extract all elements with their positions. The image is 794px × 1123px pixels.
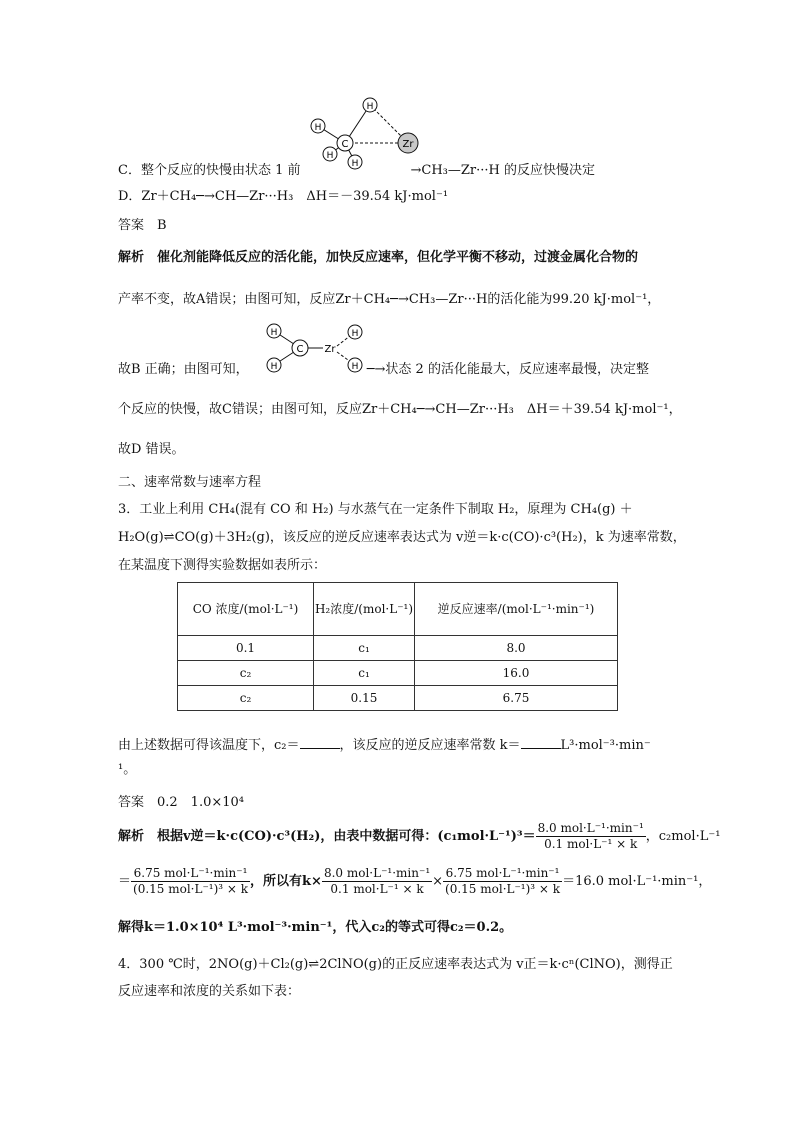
answer-1: 答案 B: [118, 218, 167, 233]
table-header: 逆反应速率/(mol·L⁻¹·min⁻¹): [415, 583, 618, 636]
analysis-1-line2: 产率不变，故A错误；由图可知，反应Zr＋CH₄─→CH₃—Zr···H的活化能为99.20 kJ·mol⁻¹，: [118, 292, 661, 307]
table-header-row: [178, 583, 618, 636]
atom-zr: Zr: [402, 139, 414, 150]
table-cell: c₁: [314, 661, 415, 686]
blank-k: [521, 736, 561, 749]
analysis-1-line3-suffix: ─→状态 2 的活化能最大，反应速率最慢，决定整: [366, 362, 649, 377]
q3-fill-line1: [118, 736, 651, 756]
q3-fill-line2: ¹。: [118, 762, 137, 777]
option-d: D．Zr＋CH₄─→CH—Zr···H₃ ΔH＝－39.54 kJ·mol⁻¹: [118, 189, 449, 204]
analysis-1-line3: [118, 360, 649, 380]
analysis-2-text: ，c₂mol·L⁻¹: [645, 829, 721, 844]
q4-line1: 4．300 ℃时，2NO(g)＋Cl₂(g)⇌2ClNO(g)的正反应速率表达式为 v正＝k·cⁿ(ClNO)，测得正: [118, 957, 673, 972]
fraction: $\frac{\text{8.0 mol·L⁻¹·min⁻¹}}{\text{0.1 mol·L⁻¹ × k}}$: [323, 866, 431, 896]
q3-line1: 3．工业上利用 CH₄(混有 CO 和 H₂) 与水蒸气在一定条件下制取 H₂，原理为 CH₄(g) ＋: [118, 502, 633, 517]
analysis-2-label: 解析 根据v逆＝k·c(CO)·c³(H₂)，由表中数据可得：(c₁mol·L⁻¹)³＝: [118, 829, 536, 844]
fill-text: 由上述数据可得该温度下，c₂＝: [118, 738, 300, 753]
table-cell: 6.75: [415, 686, 618, 711]
fraction: $\frac{\text{6.75 mol·L⁻¹·min⁻¹}}{\text{(0.15 mol·L⁻¹)³ × k}}$: [133, 866, 249, 896]
analysis-1-line1: 解析 催化剂能降低反应的活化能，加快反应速率，但化学平衡不移动，过渡金属化合物的: [118, 250, 639, 265]
answer-2: 答案 0.2 1.0×10⁴: [118, 795, 244, 810]
atom-h: H: [270, 328, 278, 338]
table-row: [178, 636, 618, 661]
atom-c: C: [341, 139, 349, 150]
table-row: [178, 661, 618, 686]
atom-h: H: [314, 123, 322, 133]
blank-c2: [300, 736, 340, 749]
fill-text: L³·mol⁻³·min⁻: [560, 738, 651, 753]
data-table: [177, 582, 618, 711]
table-cell: 0.15: [314, 686, 415, 711]
section-heading: 二、速率常数与速率方程: [118, 475, 262, 490]
fill-text: ，该反应的逆反应速率常数 k＝: [339, 738, 521, 753]
option-c: [118, 161, 595, 181]
analysis-1-line3-prefix: 故B 正确；由图可知，: [118, 362, 249, 377]
analysis-2-line1: [118, 821, 720, 852]
atom-h: H: [351, 362, 359, 372]
table-row: [178, 686, 618, 711]
atom-h: H: [351, 159, 359, 169]
q3-line3: 在某温度下测得实验数据如表所示：: [118, 558, 327, 573]
atom-c: C: [296, 344, 304, 355]
table-cell: c₁: [314, 636, 415, 661]
table-cell: 8.0: [415, 636, 618, 661]
table-cell: c₂: [178, 661, 314, 686]
atom-h: H: [366, 102, 374, 112]
atom-h: H: [351, 329, 359, 339]
analysis-2-line2: ＝ $\frac{\text{6.75 mol·L⁻¹·min⁻¹}}{\text{(0.15 mol·L⁻¹)³ × k}}$ ，所以有k× $\frac{\text{8.0 mol·L⁻¹·min⁻¹}}{\text{0.1 mol·L⁻¹ × k}}$ × $\frac{\text{6.75 mol·L⁻¹·min⁻¹}}{\text{(0.15 mol·L⁻¹)³ × k}}$ ＝16.0 mol·L⁻¹·min⁻¹，: [118, 866, 712, 896]
analysis-1-line4: 个反应的快慢，故C错误；由图可知，反应Zr＋CH₄─→CH—Zr···H₃ ΔH＝＋39.54 kJ·mol⁻¹，: [118, 402, 682, 417]
q3-line2: H₂O(g)⇌CO(g)＋3H₂(g)，该反应的逆反应速率表达式为 v逆＝k·c(CO)·c³(H₂)，k 为速率常数，: [118, 530, 686, 545]
atom-zr: Zr: [324, 344, 336, 355]
table-header: CO 浓度/(mol·L⁻¹): [178, 583, 314, 636]
table-cell: 0.1: [178, 636, 314, 661]
fraction: $\frac{\text{6.75 mol·L⁻¹·min⁻¹}}{\text{(0.15 mol·L⁻¹)³ × k}}$: [445, 866, 561, 896]
table-cell: c₂: [178, 686, 314, 711]
fraction: $\frac{\text{8.0 mol·L⁻¹·min⁻¹}}{\text{0.1 mol·L⁻¹ × k}}$: [537, 821, 644, 851]
option-c-suffix: →CH₃—Zr···H 的反应快慢决定: [410, 163, 595, 178]
table-header: H₂浓度/(mol·L⁻¹): [314, 583, 415, 636]
table-cell: 16.0: [415, 661, 618, 686]
analysis-2-line3: 解得k＝1.0×10⁴ L³·mol⁻³·min⁻¹，代入c₂的等式可得c₂＝0.2。: [118, 920, 513, 935]
analysis-1-line5: 故D 错误。: [118, 442, 185, 457]
atom-h: H: [270, 362, 278, 372]
option-c-prefix: C．整个反应的快慢由状态 1 前: [118, 163, 301, 178]
atom-h: H: [326, 151, 334, 161]
q4-line2: 反应速率和浓度的关系如下表：: [118, 984, 301, 999]
